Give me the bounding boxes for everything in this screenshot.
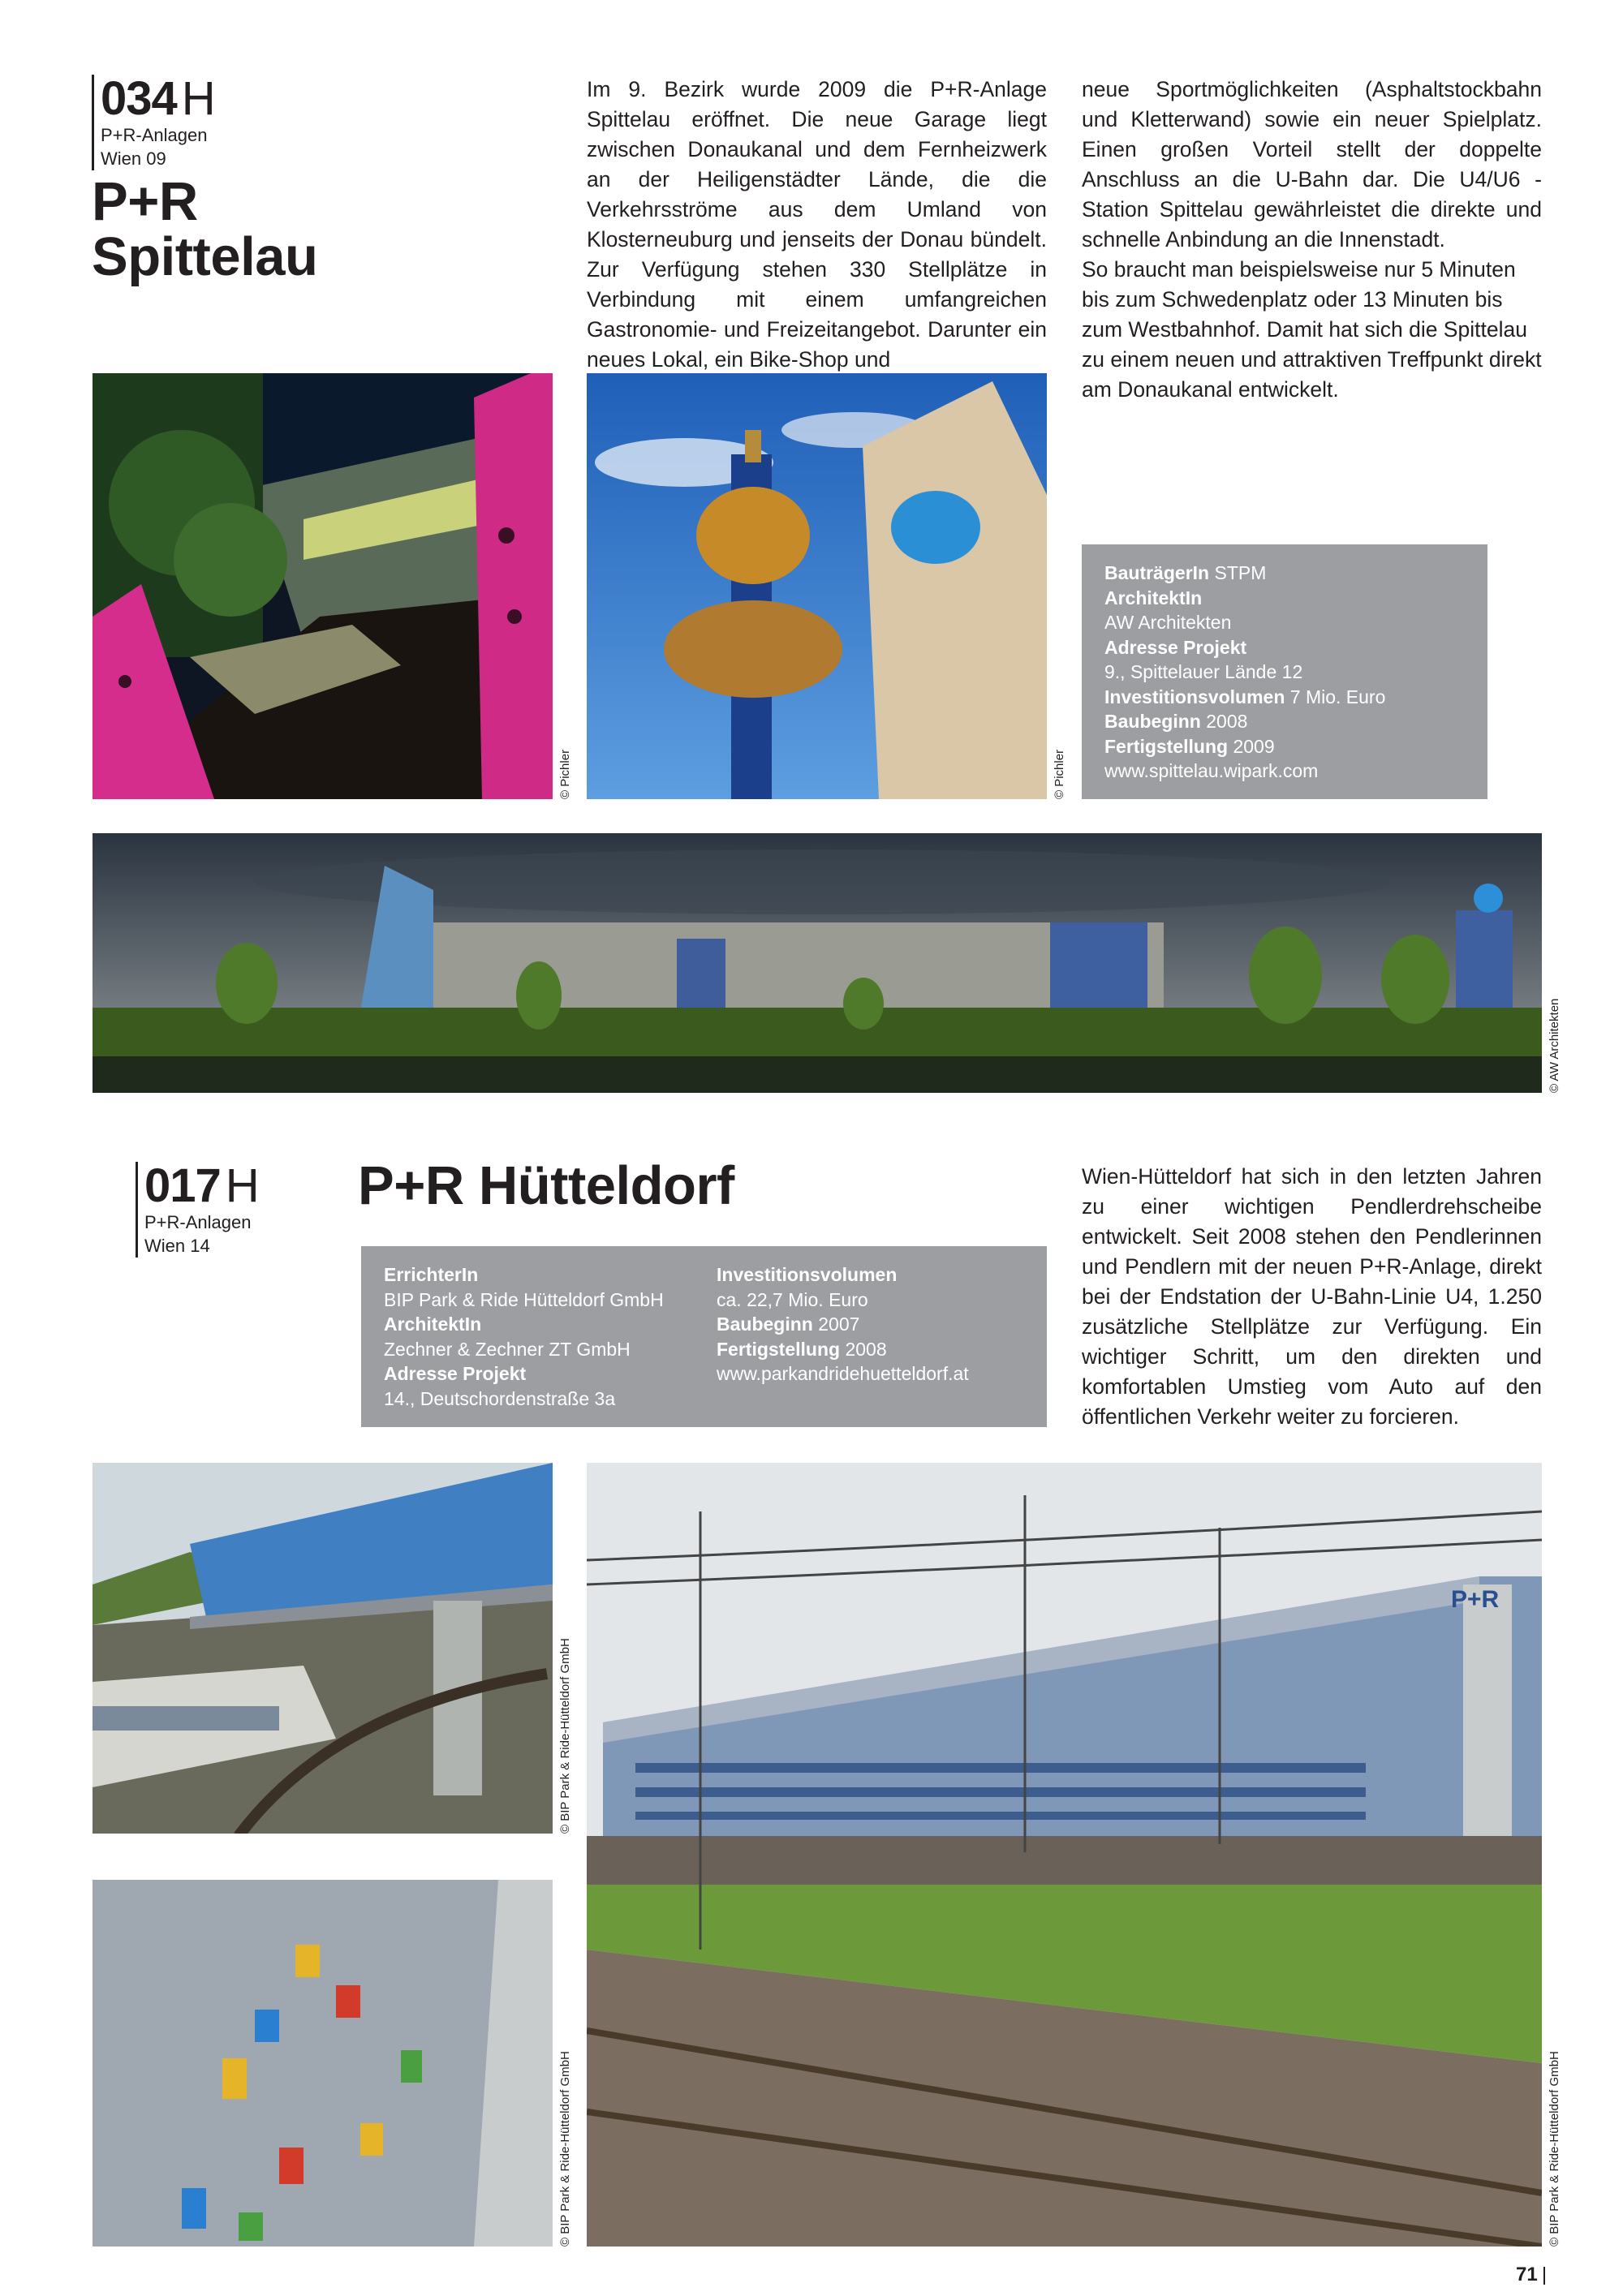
photo-spittelau-panorama <box>93 833 1542 1093</box>
project-category: H <box>225 1159 259 1212</box>
project-type: P+R-Anlagen <box>144 1212 252 1232</box>
photo-credit: © Pichler <box>1053 749 1066 799</box>
photo-huetteldorf-facade <box>93 1880 553 2247</box>
project-district: Wien 09 <box>101 148 166 169</box>
text-column-1: Im 9. Bezirk wurde 2009 die P+R-Anlage Spittelau eröffnet. Die neue Garage liegt zwischen Donaukanal und dem Fernheizwerk an der Heiligenstädter Lände, die die Verkehrsströme aus dem Umland von Klosterneuburg und jenseits der Donau bündelt. Zur Verfügung stehen 330 Stellplätze in Verbindung mit einem umfangreichen Gastronomie- und Freizeitangebot. Darunter ein neues Lokal, ein Bike-Shop und <box>587 77 1047 372</box>
project-title: P+R Hütteldorf <box>358 1155 734 1216</box>
photo-huetteldorf-bridge <box>93 1463 553 1834</box>
project-number: 034 <box>101 72 177 125</box>
project-info-box: BauträgerIn STPM ArchitektIn AW Architekten Adresse Projekt 9., Spittelauer Lände 12 Investitionsvolumen 7 Mio. Euro Baubeginn 2008 Fertigstellung 2009 www.spittelau.wipark.com <box>1082 544 1487 799</box>
pr-sign: P+R <box>1451 1586 1500 1613</box>
photo-credit: © Pichler <box>558 749 572 799</box>
text-column-huetteldorf: Wien-Hütteldorf hat sich in den letzten Jahren zu einer wichtigen Pendlerdrehscheibe entwickelt. Seit 2008 stehen den Pendlerinnen und Pendlern mit der neuen P+R-Anlage, direkt bei der Endstation der U-Bahn-Linie U4, 1.250 zusätzliche Stellplätze zur Verfügung. Ein wichtiger Schritt, um den direkten und komfortablen Umstieg vom Auto auf den öffentlichen Verkehr weiter zu forcieren. <box>1082 1164 1542 1429</box>
photo-spittelau-night <box>93 373 553 799</box>
page-number-divider <box>1543 2267 1545 2285</box>
photo-spittelau-tower <box>587 373 1047 799</box>
project-id-huetteldorf <box>136 1159 259 1258</box>
photo-credit: © BIP Park & Ride-Hütteldorf GmbH <box>1548 2051 1561 2247</box>
project-title: P+R Spittelau <box>92 171 318 287</box>
photo-huetteldorf-railway <box>587 1463 1542 2247</box>
text-column-2: neue Sportmöglichkeiten (Asphaltstockbahn und Kletterwand) sowie ein neuer Spielplatz. Einen großen Vorteil stellt der doppelte Anschluss an die U-Bahn dar. Die U4/U6 - Station Spittelau gewährleistet die direkte und schnelle Anbindung an die Innenstadt. So braucht man beispielsweise nur 5 Minuten bis zum Schwedenplatz oder 13 Minuten bis zum Westbahnhof. Damit hat sich die Spittelau zu einem neuen und attraktiven Treffpunkt direkt am Donaukanal entwickelt. <box>1082 77 1542 402</box>
project-url[interactable]: www.parkandridehuetteldorf.at <box>717 1363 969 1384</box>
project-category: H <box>181 72 215 125</box>
project-info-box: ErrichterIn BIP Park & Ride Hütteldorf GmbH ArchitektIn Zechner & Zechner ZT GmbH Adresse Projekt 14., Deutschordenstraße 3a Investitionsvolumen ca. 22,7 Mio. Euro Baubeginn 2007 Fertigstellung 2008 www.parkandridehuetteldorf.at <box>361 1246 1047 1427</box>
project-number: 017 <box>144 1159 221 1212</box>
photo-credit: © BIP Park & Ride-Hütteldorf GmbH <box>558 2051 572 2247</box>
project-url[interactable]: www.spittelau.wipark.com <box>1104 760 1319 781</box>
photo-credit: © BIP Park & Ride-Hütteldorf GmbH <box>558 1638 572 1834</box>
photo-credit: © AW Architekten <box>1548 998 1561 1093</box>
page-number: 71 <box>1516 2264 1538 2285</box>
project-district: Wien 14 <box>144 1236 210 1256</box>
project-type: P+R-Anlagen <box>101 125 208 145</box>
project-id-spittelau <box>92 72 215 170</box>
